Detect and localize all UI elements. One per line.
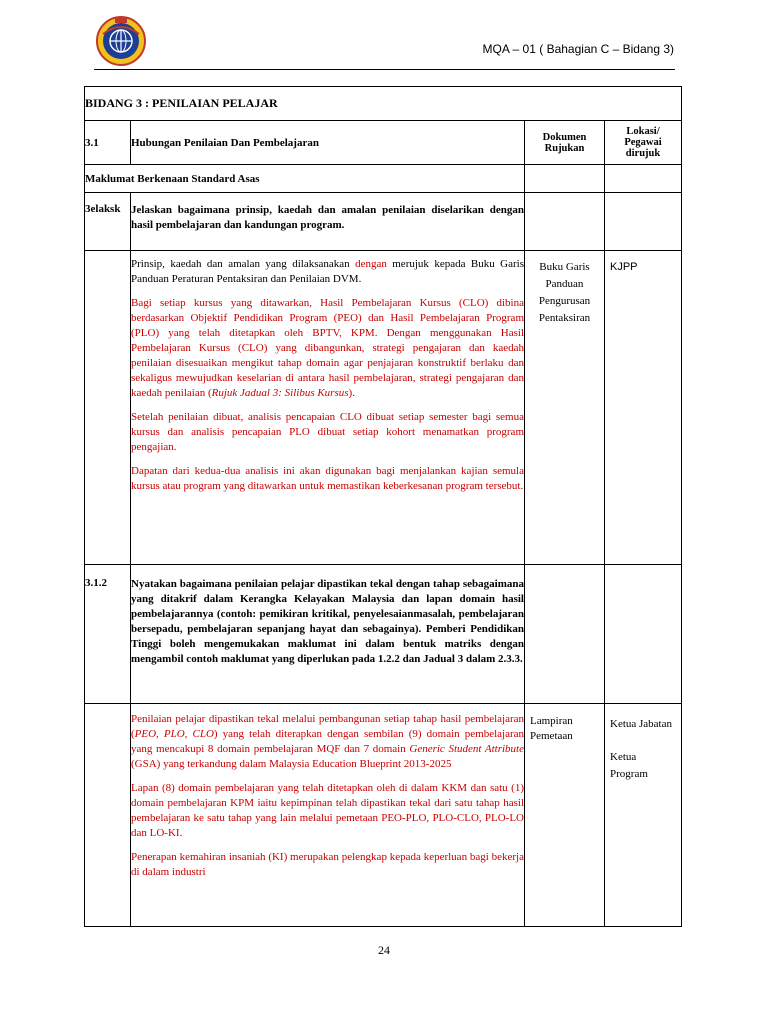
header-divider bbox=[94, 69, 675, 70]
item1-p1-text-b: merujuk kepada Buku Garis Panduan Peraturan Pentaksiran dan Penilaian DVM. bbox=[131, 258, 524, 285]
page-number: 24 bbox=[378, 943, 390, 957]
item1-question bbox=[131, 193, 525, 251]
item1-paragraph-4: Dapatan dari kedua-dua analisis ini akan digunakan bagi menjalankan kajian semula kursus atau program yang ditawarkan untuk memastikan keberkesanan program tersebut. bbox=[131, 465, 524, 492]
item2-paragraph-2: Lapan (8) domain pembelajaran yang telah ditetapkan oleh di dalam KKM dan satu (1) domain pembelajaran KPM iaitu kepimpinan telah dipastikan tekal dari satu tahap hasil pembelajaran ke satu tahap yang lain melalui pemetaan PEO-PLO, PLO-CLO, PLO-LO dan LO-KI. bbox=[131, 782, 524, 839]
item1-p2-italic: Rujuk Jadual 3: Silibus Kursus bbox=[211, 387, 349, 399]
item2-question-doc-cell bbox=[525, 565, 605, 704]
item2-p1-italic-2: Generic Student Attribute bbox=[409, 743, 524, 755]
item2-document-reference: Lampiran Pemetaan bbox=[525, 704, 605, 927]
item2-answer-number-cell bbox=[85, 704, 131, 927]
item2-question-text: Nyatakan bagaimana penilaian pelajar dipastikan tekal dengan tahap sebagaimana yang ditakrif dalam Kerangka Kelayakan Malaysia dan lapan domain hasil pembelajarannya (contoh: pemikiran kritikal, penyelesaianmasalah, pembelajaran bersepadu, pembelajaran sepanjang hayat dan sebagainya). Pemberi Pendidikan Tinggi boleh mengemukakan maklumat ini dalam bentuk matriks dengan mengambil contoh maklumat yang diperlukan pada 1.2.2 dan Jadual 3 dalam 2.3.3. bbox=[131, 578, 524, 665]
section-number: 3.1 bbox=[85, 121, 131, 165]
item1-location: KJPP bbox=[605, 251, 682, 565]
item1-answer-number-cell bbox=[85, 251, 131, 565]
section-heading: Hubungan Penilaian Dan Pembelajaran bbox=[131, 121, 525, 165]
item1-paragraph-3: Setelah penilaian dibuat, analisis pencapaian CLO dibuat setiap semester bagi semua kursus dan analisis pencapaian PLO dibuat setiap kohort menamatkan program pengajian. bbox=[131, 411, 524, 453]
section-heading-row bbox=[85, 121, 682, 165]
item2-location-cell bbox=[605, 704, 682, 927]
item1-question-row bbox=[85, 193, 682, 251]
item2-paragraph-3: Penerapan kemahiran insaniah (KI) merupakan pelengkap kepada keperluan bagi bekerja di dalam industri bbox=[131, 851, 524, 878]
standard-label: Maklumat Berkenaan Standard Asas bbox=[85, 165, 525, 193]
column-header-document: Dokumen Rujukan bbox=[525, 121, 605, 165]
item2-location-1: Ketua Jabatan bbox=[610, 718, 672, 730]
standard-loc-cell bbox=[605, 165, 682, 193]
institution-crest-icon bbox=[94, 14, 148, 68]
item1-answer bbox=[131, 251, 525, 565]
item2-location-spacer bbox=[610, 733, 676, 749]
standard-doc-cell bbox=[525, 165, 605, 193]
item1-question-text: Jelaskan bagaimana prinsip, kaedah dan amalan penilaian diselarikan dengan hasil pembelajaran dan kandungan program. bbox=[131, 204, 524, 231]
item2-answer bbox=[131, 704, 525, 927]
document-reference: MQA – 01 ( Bahagian C – Bidang 3) bbox=[482, 42, 674, 56]
item1-p1-text-a: Prinsip, kaedah dan amalan yang dilaksanakan bbox=[131, 258, 356, 270]
item2-number: 3.1.2 bbox=[85, 565, 131, 704]
item2-p1-text-b: ) yang telah diterapkan dengan sembilan (9) domain pembelajaran yang mencakupi 8 domain pembelajaran MQF dan 7 domain bbox=[131, 728, 525, 755]
item1-document-reference: Buku Garis Panduan Pengurusan Pentaksiran bbox=[525, 251, 605, 565]
column-header-location: Lokasi/ Pegawai dirujuk bbox=[605, 121, 682, 165]
assessment-table bbox=[84, 86, 682, 927]
item1-p1-highlight: dengan bbox=[355, 258, 387, 270]
item1-p2-text-a: Bagi setiap kursus yang ditawarkan, Hasil Pembelajaran Kursus (CLO) dibina berdasarkan Objektif Pendidikan Program (PEO) dan Hasil Pembelajaran Program (PLO) yang telah ditetapkan oleh BPTV, KPM. Dengan menggunakan Hasil Pembelajaran Kursus (CLO) yang dibangunkan, strategi pengajaran dan kaedah penilaian disesuaikan mengikut tahap domain agar penjajaran konstruktif berlaku dan sekaligus mewujudkan keselarian di antara hasil pembelajaran, strategi pengajaran dan kaedah penilaian ( bbox=[131, 297, 524, 399]
item2-p1-text-a: Penilaian pelajar dipastikan tekal melalui pembangunan setiap tahap hasil pembelajaran ( bbox=[131, 713, 524, 740]
item1-question-loc-cell bbox=[605, 193, 682, 251]
item1-answer-row bbox=[85, 251, 682, 565]
section-title-row bbox=[85, 87, 682, 121]
item2-question-row bbox=[85, 565, 682, 704]
item1-paragraph-1 bbox=[131, 257, 524, 287]
item1-p2-text-b: ). bbox=[348, 387, 355, 399]
standard-row bbox=[85, 165, 682, 193]
item2-question bbox=[131, 565, 525, 704]
item2-question-loc-cell bbox=[605, 565, 682, 704]
item1-question-doc-cell bbox=[525, 193, 605, 251]
section-title: BIDANG 3 : PENILAIAN PELAJAR bbox=[85, 87, 682, 121]
item2-p1-text-c: (GSA) yang terkandung dalam Malaysia Education Blueprint 2013-2025 bbox=[131, 758, 452, 770]
item2-p1-italic: PEO, PLO, CLO bbox=[134, 728, 214, 740]
item2-answer-row bbox=[85, 704, 682, 927]
item1-paragraph-2 bbox=[131, 296, 524, 401]
item2-location-2: Ketua Program bbox=[610, 751, 648, 780]
item1-number: 3elaksk bbox=[85, 193, 131, 251]
item2-paragraph-1 bbox=[131, 712, 524, 772]
